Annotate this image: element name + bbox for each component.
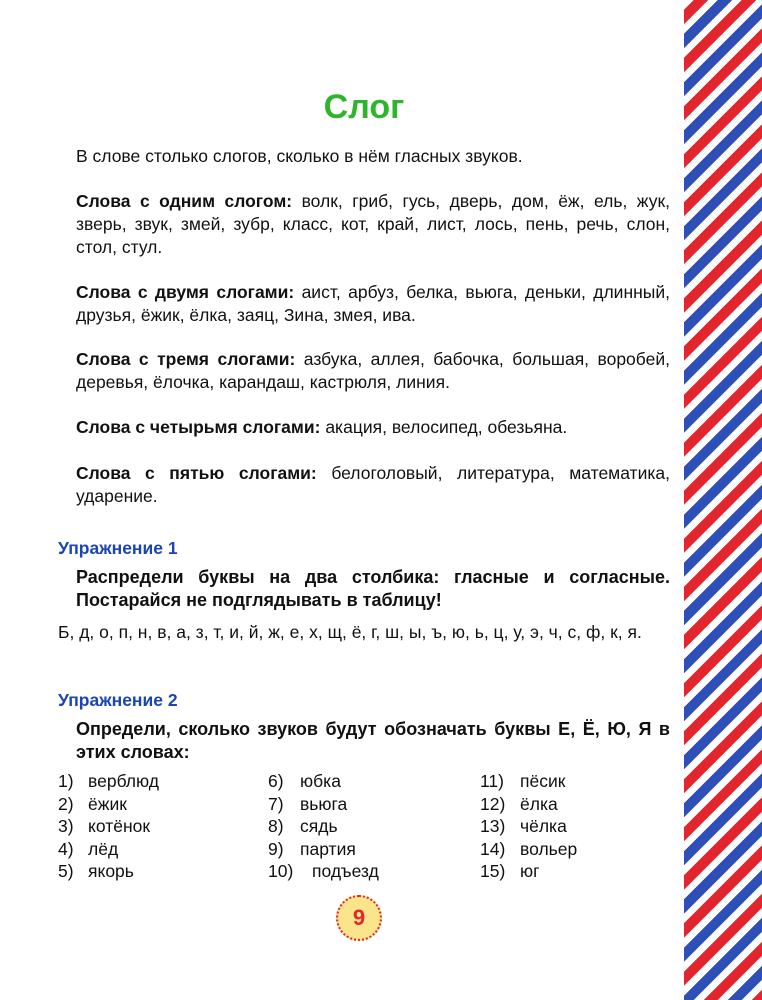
exercise-2-task: Определи, сколько звуков будут обозначать буквы Е, Ё, Ю, Я в этих словах: <box>76 719 670 762</box>
word-item: 15) юг <box>480 861 540 881</box>
word-item: 6) юбка <box>268 771 341 791</box>
word-item: 10) подъезд <box>268 861 379 881</box>
group-label: Слова с двумя слогами: <box>76 282 295 302</box>
page-title: Слог <box>323 88 405 126</box>
word-column <box>268 770 480 883</box>
group-two-syllables <box>76 281 670 327</box>
group-label: Слова с пятью слогами: <box>76 463 317 483</box>
exercise-2-title: Упражнение 2 <box>58 690 178 710</box>
group-words: волк, гриб, гусь, дверь, дом, ёж, ель, жук, зверь, звук, змей, зубр, класс, кот, край, лист, лось, пень, речь, слон, стол, стул. <box>76 191 670 257</box>
group-three-syllables <box>76 348 670 394</box>
group-words: аист, арбуз, белка, вьюга, деньки, длинный, друзья, ёжик, ёлка, заяц, Зина, змея, ива. <box>76 282 670 325</box>
word-item: 11) пёсик <box>480 771 566 791</box>
word-item: 2) ёжик <box>58 793 127 814</box>
group-one-syllable <box>76 190 670 259</box>
word-column <box>58 770 268 883</box>
intro-text: В слове столько слогов, сколько в нём гласных звуков. <box>76 146 523 166</box>
word-item: 14) вольер <box>480 838 578 859</box>
group-label: Слова с одним слогом: <box>76 191 293 211</box>
group-words: азбука, аллея, бабочка, большая, воробей, деревья, ёлочка, карандаш, кастрюля, линия. <box>76 349 670 392</box>
group-label: Слова с четырьмя слогами: <box>76 417 321 437</box>
group-four-syllables <box>76 416 670 439</box>
group-words: акация, велосипед, обезьяна. <box>325 417 568 437</box>
word-column <box>480 770 670 883</box>
group-five-syllables <box>76 462 670 508</box>
exercise-2-word-list <box>58 770 670 883</box>
decorative-stripe-border <box>684 0 762 1000</box>
exercise-1-task: Распредели буквы на два столбика: гласные и согласные. Постарайся не подглядывать в таблицу! <box>76 567 670 610</box>
word-item: 3) котёнок <box>58 816 151 836</box>
exercise-1-title: Упражнение 1 <box>58 538 178 558</box>
word-item: 8) сядь <box>268 816 338 836</box>
word-item: 9) партия <box>268 838 356 859</box>
exercise-1-letters: Б, д, о, п, н, в, а, з, т, и, й, ж, е, х, щ, ё, г, ш, ы, ъ, ю, ь, ц, у, э, ч, с, ф, к, я. <box>58 622 642 642</box>
page-number-badge: 9 <box>336 895 382 941</box>
word-item: 4) лёд <box>58 838 119 859</box>
word-item: 12) ёлка <box>480 793 558 814</box>
word-item: 1) верблюд <box>58 771 159 791</box>
word-item: 5) якорь <box>58 861 134 881</box>
group-words: белоголовый, литература, математика, ударение. <box>76 463 670 506</box>
word-item: 13) чёлка <box>480 816 567 836</box>
group-label: Слова с тремя слогами: <box>76 349 296 369</box>
word-item: 7) вьюга <box>268 793 348 814</box>
